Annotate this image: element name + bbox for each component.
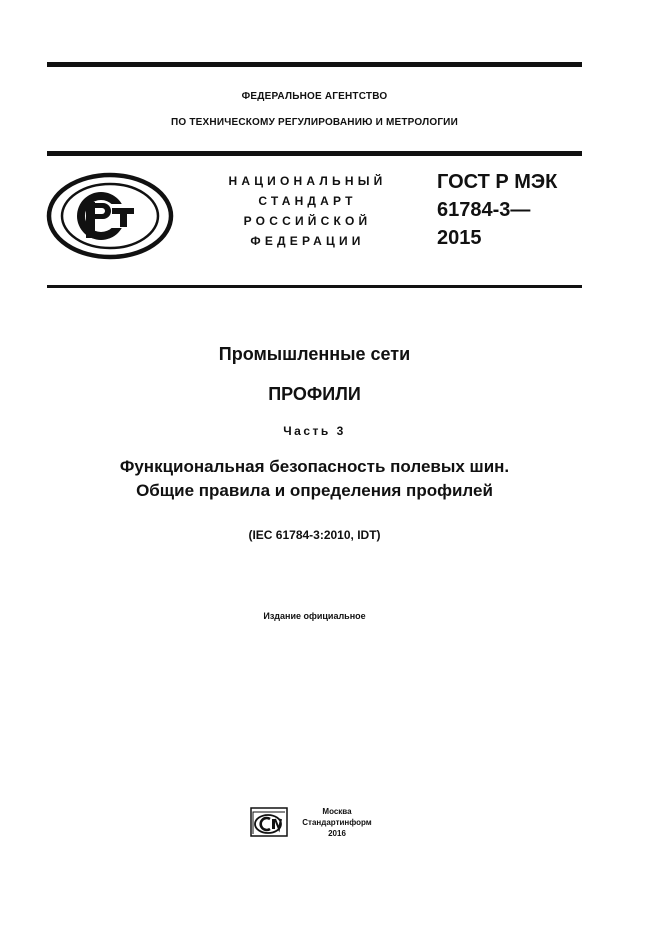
document-subtitle-line2: Общие правила и определения профилей [136,481,493,500]
designation-line3: 2015 [437,227,482,249]
rst-gost-logo-icon [46,172,174,260]
bottom-rule [47,285,582,288]
document-part: Часть 3 [283,424,346,438]
edition-label: Издание официальное [263,611,366,621]
agency-name-line1: ФЕДЕРАЛЬНОЕ АГЕНТСТВО [241,91,388,102]
document-subtitle-line1: Функциональная безопасность полевых шин. [119,457,510,476]
standard-type-label [200,171,415,251]
middle-rule [47,151,582,156]
designation-line2: 61784-3— [437,199,531,221]
publisher-year: 2016 [328,829,346,838]
publisher-block [292,806,382,839]
publisher-city: Москва [322,807,352,816]
publisher-name: Стандартинформ [302,818,372,827]
designation-line1: ГОСТ Р МЭК [437,171,558,193]
standard-type-line2: СТАНДАРТ [258,194,357,208]
document-title-profiles: ПРОФИЛИ [268,384,361,404]
top-rule [47,62,582,67]
document-title: Промышленные сети [218,344,411,364]
standard-type-line3: РОССИЙСКОЙ [243,214,372,228]
iec-reference: (IEC 61784-3:2010, IDT) [248,528,381,542]
standard-type-line1: НАЦИОНАЛЬНЫЙ [228,174,387,188]
standard-type-line4: ФЕДЕРАЦИИ [250,234,365,248]
standard-designation [437,168,582,252]
standartinform-logo-icon [250,807,288,837]
agency-name-line2: ПО ТЕХНИЧЕСКОМУ РЕГУЛИРОВАНИЮ И МЕТРОЛОГИИ [171,117,458,128]
